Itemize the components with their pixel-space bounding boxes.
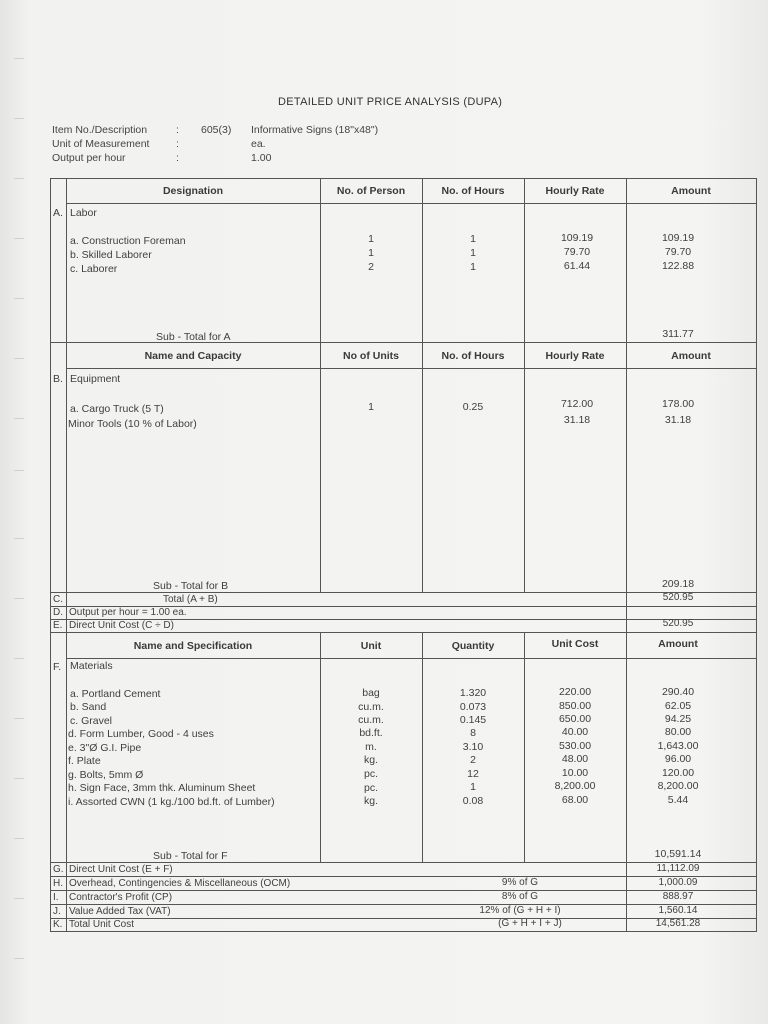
row-amount: 31.18 bbox=[664, 414, 692, 426]
row-unit: bag bbox=[362, 687, 380, 699]
row-letter: G. bbox=[53, 864, 64, 875]
section-letter: B. bbox=[53, 373, 63, 385]
row-hours: 1 bbox=[470, 247, 476, 259]
subtotal-amount: 209.18 bbox=[661, 578, 695, 590]
subtotal-label: Sub - Total for B bbox=[153, 580, 229, 592]
row-amount: 1,643.00 bbox=[657, 740, 699, 752]
row-pct: 9% of G bbox=[501, 877, 539, 888]
colon: : bbox=[176, 152, 179, 164]
row-pct: 12% of (G + H + I) bbox=[479, 905, 561, 916]
row-name: a. Cargo Truck (5 T) bbox=[70, 403, 164, 415]
row-name: f. Plate bbox=[68, 755, 101, 767]
row-amount: 1,000.09 bbox=[658, 877, 698, 888]
row-rate: 79.70 bbox=[563, 246, 591, 258]
section-title: Labor bbox=[70, 207, 97, 219]
row-letter: J. bbox=[53, 906, 61, 917]
subtotal-label: Sub - Total for A bbox=[156, 331, 231, 343]
row-cost: 8,200.00 bbox=[554, 780, 596, 792]
subtotal-amount: 10,591.14 bbox=[654, 848, 702, 860]
row-unit: cu.m. bbox=[358, 714, 384, 726]
output-label: Output per hour bbox=[52, 152, 126, 164]
equip-header-units: No of Units bbox=[343, 350, 399, 362]
colon: : bbox=[176, 138, 179, 150]
row-name: g. Bolts, 5mm Ø bbox=[68, 769, 144, 781]
row-qty: 12 bbox=[467, 768, 479, 780]
output-value: 1.00 bbox=[251, 152, 272, 164]
row-name: i. Assorted CWN (1 kg./100 bd.ft. of Lumber) bbox=[68, 796, 275, 808]
labor-header-persons: No. of Person bbox=[336, 185, 406, 197]
mat-header-qty: Quantity bbox=[451, 640, 495, 652]
row-letter: H. bbox=[53, 878, 63, 889]
row-hours: 0.25 bbox=[462, 401, 484, 413]
output-per-hour-label: Output per hour = 1.00 ea. bbox=[69, 607, 187, 618]
total-ab-amount: 520.95 bbox=[662, 592, 694, 603]
row-label: Overhead, Contingencies & Miscellaneous (OCM) bbox=[69, 878, 291, 889]
row-cost: 40.00 bbox=[561, 726, 589, 738]
row-name: Minor Tools (10 % of Labor) bbox=[68, 418, 197, 430]
row-rate: 712.00 bbox=[560, 398, 594, 410]
mat-header-amount: Amount bbox=[658, 638, 698, 650]
row-amount: 62.05 bbox=[664, 700, 692, 712]
row-persons: 1 bbox=[368, 233, 374, 245]
item-label: Item No./Description bbox=[52, 124, 148, 136]
row-cost: 220.00 bbox=[558, 686, 592, 698]
row-name: b. Sand bbox=[70, 701, 107, 713]
row-cost: 530.00 bbox=[558, 740, 592, 752]
row-cost: 48.00 bbox=[561, 753, 589, 765]
row-amount: 80.00 bbox=[664, 726, 692, 738]
row-cost: 650.00 bbox=[558, 713, 592, 725]
section-letter: A. bbox=[53, 207, 63, 219]
row-rate: 61.44 bbox=[563, 260, 591, 272]
row-qty: 8 bbox=[470, 727, 476, 739]
subtotal-amount: 311.77 bbox=[662, 328, 694, 340]
section-title: Materials bbox=[70, 660, 113, 672]
labor-header-hours: No. of Hours bbox=[441, 185, 505, 197]
row-name: d. Form Lumber, Good - 4 uses bbox=[68, 728, 214, 740]
row-name: b. Skilled Laborer bbox=[70, 249, 152, 261]
colon: : bbox=[176, 124, 179, 136]
row-qty: 0.08 bbox=[462, 795, 484, 807]
row-name: h. Sign Face, 3mm thk. Aluminum Sheet bbox=[68, 782, 256, 794]
row-label: Contractor's Profit (CP) bbox=[69, 892, 173, 903]
section-title: Equipment bbox=[70, 373, 121, 385]
row-unit: kg. bbox=[363, 754, 378, 766]
row-letter: D. bbox=[53, 607, 63, 618]
labor-header-amount: Amount bbox=[671, 185, 711, 197]
section-letter: F. bbox=[53, 661, 62, 673]
row-amount: 888.97 bbox=[662, 891, 694, 902]
direct-unit-cost-amount: 520.95 bbox=[662, 618, 694, 629]
row-cost: 10.00 bbox=[561, 767, 589, 779]
mat-header-name: Name and Specification bbox=[133, 640, 253, 652]
row-name: c. Laborer bbox=[70, 263, 118, 275]
row-unit: kg. bbox=[363, 795, 378, 807]
labor-header-rate: Hourly Rate bbox=[545, 185, 605, 197]
row-name: a. Construction Foreman bbox=[70, 235, 186, 247]
row-rate: 31.18 bbox=[563, 414, 591, 426]
item-desc: Informative Signs (18"x48") bbox=[251, 124, 379, 136]
row-label: Total Unit Cost bbox=[69, 919, 135, 930]
total-ab-label: Total (A + B) bbox=[163, 594, 218, 605]
row-amount: 79.70 bbox=[664, 246, 692, 258]
row-qty: 0.145 bbox=[459, 714, 487, 726]
subtotal-label: Sub - Total for F bbox=[153, 850, 228, 862]
item-no: 605(3) bbox=[201, 124, 232, 136]
equip-header-rate: Hourly Rate bbox=[545, 350, 605, 362]
row-label: Value Added Tax (VAT) bbox=[69, 906, 171, 917]
row-pct: (G + H + I + J) bbox=[498, 918, 562, 929]
equip-header-name: Name and Capacity bbox=[144, 350, 242, 362]
row-amount: 120.00 bbox=[661, 767, 695, 779]
row-qty: 3.10 bbox=[462, 741, 484, 753]
equip-header-amount: Amount bbox=[671, 350, 711, 362]
row-pct: 8% of G bbox=[501, 891, 539, 902]
row-unit: bd.ft. bbox=[359, 727, 383, 739]
row-cost: 850.00 bbox=[558, 700, 592, 712]
row-persons: 2 bbox=[368, 261, 374, 273]
row-amount: 14,561.28 bbox=[655, 918, 701, 929]
row-amount: 11,112.09 bbox=[656, 863, 700, 874]
row-units: 1 bbox=[368, 401, 374, 413]
row-amount: 1,560.14 bbox=[658, 905, 698, 916]
row-letter: K. bbox=[53, 919, 63, 930]
row-cost: 68.00 bbox=[561, 794, 589, 806]
row-qty: 0.073 bbox=[459, 701, 487, 713]
row-qty: 1 bbox=[470, 781, 476, 793]
mat-header-unit: Unit bbox=[360, 640, 382, 652]
row-unit: pc. bbox=[363, 768, 378, 780]
row-unit: pc. bbox=[363, 782, 378, 794]
equip-header-hours: No. of Hours bbox=[441, 350, 505, 362]
row-amount: 122.88 bbox=[661, 260, 695, 272]
row-letter: I. bbox=[53, 892, 59, 903]
row-hours: 1 bbox=[470, 261, 476, 273]
row-amount: 94.25 bbox=[664, 713, 692, 725]
row-name: e. 3"Ø G.I. Pipe bbox=[68, 742, 142, 754]
row-letter: E. bbox=[53, 620, 63, 631]
row-unit: cu.m. bbox=[358, 701, 384, 713]
row-label: Direct Unit Cost (E + F) bbox=[69, 864, 173, 875]
row-rate: 109.19 bbox=[560, 232, 594, 244]
row-amount: 290.40 bbox=[661, 686, 695, 698]
unit-value: ea. bbox=[251, 138, 266, 150]
row-hours: 1 bbox=[470, 233, 476, 245]
mat-header-cost: Unit Cost bbox=[551, 638, 599, 650]
row-amount: 96.00 bbox=[664, 753, 692, 765]
row-amount: 8,200.00 bbox=[657, 780, 699, 792]
row-qty: 1.320 bbox=[459, 687, 487, 699]
direct-unit-cost-label: Direct Unit Cost (C ÷ D) bbox=[69, 620, 174, 631]
row-amount: 109.19 bbox=[661, 232, 695, 244]
unit-label: Unit of Measurement bbox=[52, 138, 150, 150]
row-name: a. Portland Cement bbox=[70, 688, 161, 700]
row-amount: 178.00 bbox=[661, 398, 695, 410]
page-title: DETAILED UNIT PRICE ANALYSIS (DUPA) bbox=[278, 96, 503, 108]
row-qty: 2 bbox=[470, 754, 476, 766]
row-unit: m. bbox=[365, 741, 377, 753]
row-persons: 1 bbox=[368, 247, 374, 259]
row-name: c. Gravel bbox=[70, 715, 113, 727]
row-amount: 5.44 bbox=[667, 794, 689, 806]
labor-header-designation: Designation bbox=[162, 185, 224, 197]
row-letter: C. bbox=[53, 594, 63, 605]
